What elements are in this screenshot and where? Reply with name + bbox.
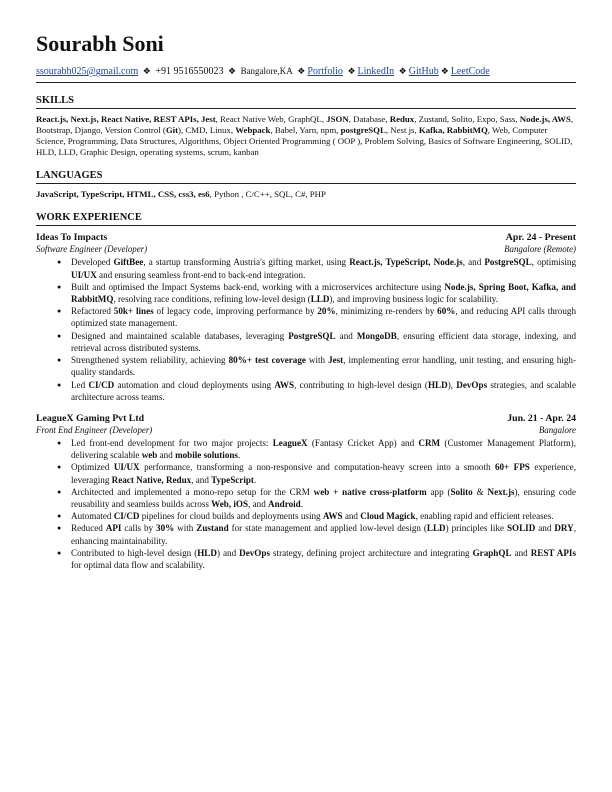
text-run: strategies, and scalable architecture across teams. — [71, 379, 576, 402]
bold-text: 60+ FPS — [494, 462, 530, 473]
bold-text: Web, iOS — [211, 498, 249, 509]
bold-text: React Native, Redux — [111, 474, 192, 485]
bold-text: AWS — [322, 511, 343, 522]
bold-text: Node.js, AWS — [519, 114, 571, 124]
bold-text: DevOps — [239, 547, 270, 558]
bold-text: GiftBee — [113, 257, 144, 268]
text-run: ), and improving business logic for scalability. — [329, 294, 499, 305]
text-run: , minimizing re-renders by — [335, 306, 438, 317]
text-run: ), — [447, 379, 457, 390]
bold-text: LLD — [426, 523, 446, 534]
bold-text: 50k+ lines — [113, 306, 154, 317]
job-dates: Apr. 24 - Present — [505, 232, 576, 244]
text-run: , Zustand, Solito, Expo, Sass, — [414, 114, 520, 124]
text-run: , Bootstrap, Django, Version Control ( — [36, 114, 574, 136]
text-run: , Web, Computer Science, Programming, Data Structures, Algorithms, Object Oriented Programming ( OOP ), Problem Solving, Basics of Software Engineering, SOLID, HLD, LLD, Graphic Design, operating systems, scrum, kanban — [36, 125, 573, 158]
text-run: app ( — [426, 486, 451, 497]
text-run: Led front-end development for two major projects: — [71, 437, 273, 448]
text-run: . — [253, 474, 257, 485]
bullet-item — [70, 547, 576, 571]
company-name: LeagueX Gaming Pvt Ltd — [36, 412, 145, 424]
text-run: , Nest js, — [385, 125, 419, 136]
text-run: strategy, defining project architecture and integrating — [269, 547, 473, 558]
bold-text: Node.js, Spring Boot, Kafka, and RabbitMQ — [71, 281, 576, 305]
text-run: Developed — [71, 257, 114, 268]
text-run: Contributed to high-level design ( — [71, 547, 198, 558]
text-run: Optimized — [71, 462, 114, 473]
text-run: ), CMD, Linux, — [178, 125, 236, 136]
diamond-separator-icon: ❖ — [227, 66, 237, 76]
job-bullets — [36, 256, 576, 402]
bold-text: SOLID — [506, 523, 536, 534]
bold-text: Kafka, RabbitMQ — [418, 125, 488, 136]
bullet-item — [70, 379, 576, 403]
job-entry — [36, 413, 576, 571]
bullet-item — [70, 486, 576, 510]
text-run: , contributing to high-level design ( — [294, 379, 428, 390]
text-run: Strengthened system reliability, achieving — [71, 355, 229, 366]
text-run: . — [237, 450, 241, 461]
languages-heading: LANGUAGES — [36, 170, 103, 182]
bold-text: CI/CD — [113, 511, 140, 522]
text-run: and — [342, 511, 361, 522]
email-link[interactable]: ssourabh025@gmail.com — [36, 66, 139, 77]
bold-text: Next.js — [487, 486, 515, 497]
leetcode-link[interactable]: LeetCode — [450, 66, 490, 77]
bold-text: 60% — [437, 306, 456, 317]
bold-text: TypeScript — [211, 474, 254, 485]
text-run: , and — [248, 498, 269, 509]
text-run: , and reducing API calls through optimized state management. — [71, 306, 576, 329]
bold-text: JSON — [326, 114, 349, 124]
text-run: performance, transforming a non-responsive and computation-heavy screen into a smooth — [139, 462, 495, 473]
linkedin-link[interactable]: LinkedIn — [357, 66, 395, 77]
bold-text: UI/UX — [71, 269, 97, 280]
text-run: . — [300, 498, 303, 509]
text-run: Refactored — [71, 306, 114, 317]
text-run: Designed and maintained scalable databases, leveraging — [71, 330, 289, 341]
text-run: Automated — [71, 511, 114, 522]
job-role: Software Engineer (Developer) — [36, 244, 148, 255]
diamond-separator-icon: ❖ — [347, 66, 356, 76]
section-divider — [36, 225, 576, 226]
text-run: and — [157, 450, 176, 461]
text-run: and — [335, 330, 357, 341]
text-run: experience, leveraging — [71, 462, 576, 485]
bullet-item — [70, 522, 576, 546]
job-location: Bangalore (Remote) — [504, 244, 576, 255]
bold-text: MongoDB — [356, 330, 397, 341]
bold-text: GraphQL — [472, 547, 512, 558]
text-run: , Database, — [348, 114, 390, 124]
bold-text: Zustand — [196, 523, 229, 534]
bullet-item — [70, 305, 576, 329]
bold-text: Android — [268, 498, 301, 509]
text-run: , implementing error handling, unit testing, and ensuring high-quality standards. — [71, 355, 576, 378]
bold-text: mobile solutions — [175, 450, 238, 461]
text-run: , Python , C/C++, SQL, C#, PHP — [209, 189, 326, 200]
bold-text: 20% — [317, 306, 336, 317]
text-run: , Babel, Yarn, npm, — [270, 125, 341, 136]
text-run: ), ensuring code reusability and seamless builds across — [71, 486, 576, 509]
text-run: , resolving race conditions, refining low-level design ( — [113, 294, 311, 305]
github-link[interactable]: GitHub — [408, 66, 439, 77]
bold-text: 80%+ test coverage — [228, 355, 306, 366]
text-run: , enhancing maintainability. — [71, 523, 576, 546]
skills-text — [36, 114, 576, 158]
bold-text: REST APIs — [530, 547, 576, 558]
text-run: automation and cloud deployments using — [114, 379, 275, 390]
text-run: calls by — [121, 523, 157, 534]
bold-text: PostgreSQL — [484, 257, 532, 268]
location: Bangalore,KA — [240, 66, 293, 76]
languages-text — [36, 189, 576, 200]
bold-text: Git — [165, 125, 179, 136]
diamond-separator-icon: ❖ — [398, 66, 407, 76]
text-run: (Fantasy Cricket App) and — [307, 437, 419, 448]
text-run: and — [511, 547, 531, 558]
bold-text: Cloud Magick — [360, 511, 416, 522]
text-run: , ensuring efficient data storage, indexing, and retrieval across distributed systems. — [71, 330, 577, 353]
bullet-item — [70, 281, 576, 305]
bullet-item — [70, 330, 576, 354]
text-run: Led — [71, 379, 89, 390]
text-run: Reduced — [71, 523, 106, 534]
diamond-separator-icon: ❖ — [142, 66, 151, 76]
text-run: pipelines for cloud builds and deployments using — [139, 511, 323, 522]
section-divider — [36, 108, 576, 109]
section-divider — [36, 183, 576, 184]
bold-text: 30% — [156, 523, 175, 534]
bold-text: LeagueX — [272, 437, 308, 448]
skills-heading: SKILLS — [36, 95, 74, 106]
bold-text: Jest — [328, 355, 344, 366]
text-run: , React Native Web, GraphQL, — [215, 114, 327, 124]
bold-text: UI/UX — [113, 462, 140, 473]
bullet-item — [70, 437, 576, 461]
text-run: for state management and applied low-level design ( — [228, 523, 427, 534]
bold-text: web + native cross-platform — [313, 486, 427, 497]
bold-text: HLD — [427, 379, 448, 390]
candidate-name: Sourabh Soni — [36, 31, 164, 56]
company-name: Ideas To Impacts — [36, 232, 108, 244]
phone-number: +91 9516550023 — [155, 66, 224, 77]
portfolio-link[interactable]: Portfolio — [307, 66, 343, 77]
bold-text: JavaScript, TypeScript, HTML, CSS, css3, es6 — [36, 189, 210, 200]
diamond-separator-icon: ❖ — [297, 66, 306, 76]
diamond-separator-icon: ❖ — [440, 66, 449, 76]
bullet-item — [70, 510, 576, 522]
bullet-item — [70, 354, 576, 378]
bold-text: React.js, Next.js, React Native, REST APIs, Jest — [36, 114, 216, 124]
text-run: , enabling rapid and efficient releases. — [415, 511, 554, 522]
bold-text: LLD — [310, 294, 330, 305]
text-run: , and — [462, 257, 485, 268]
bold-text: CRM — [418, 437, 441, 448]
text-run: ) and — [216, 547, 240, 558]
bold-text: React.js, TypeScript, Node.js — [349, 257, 463, 268]
bold-text: DRY — [554, 523, 574, 534]
job-role: Front End Engineer (Developer) — [36, 424, 153, 435]
bold-text: Solito — [450, 486, 473, 497]
contact-line — [36, 65, 576, 78]
bullet-item — [70, 461, 576, 485]
bold-text: CI/CD — [88, 379, 115, 390]
job-location: Bangalore — [538, 424, 576, 435]
job-entry — [36, 232, 576, 402]
text-run: Architected and implemented a mono-repo setup for the CRM — [71, 486, 314, 497]
text-run: , optimising — [531, 257, 576, 268]
text-run: and ensuring seamless front-end to back-end integration. — [96, 269, 306, 280]
bold-text: API — [105, 523, 122, 534]
resume-page — [36, 30, 576, 571]
bullet-item — [70, 256, 576, 280]
header-divider — [36, 82, 576, 83]
bold-text: Webpack — [235, 125, 271, 136]
bold-text: DevOps — [456, 379, 488, 390]
bold-text: PostgreSQL — [288, 330, 336, 341]
bold-text: HLD — [197, 547, 217, 558]
bold-text: web — [141, 450, 158, 461]
text-run: and — [535, 523, 555, 534]
text-run: Built and optimised the Impact Systems back-end, working with a microservices architecture using — [71, 281, 445, 292]
text-run: & — [472, 486, 488, 497]
text-run: with — [174, 523, 197, 534]
text-run: , and — [191, 474, 212, 485]
text-run: (Customer Management Platform), delivering scalable — [71, 437, 576, 461]
job-dates: Jun. 21 - Apr. 24 — [507, 412, 576, 424]
bold-text: postgreSQL — [340, 125, 386, 136]
bold-text: AWS — [274, 379, 295, 390]
experience-heading: WORK EXPERIENCE — [36, 212, 142, 224]
bold-text: Redux — [389, 114, 415, 124]
text-run: with — [305, 355, 329, 366]
job-bullets — [36, 437, 576, 571]
text-run: , a startup transforming Austria's gifting market, using — [143, 257, 350, 268]
text-run: ) principles like — [445, 523, 507, 534]
text-run: for optimal data flow and scalability. — [71, 559, 205, 570]
text-run: of legacy code, improving performance by — [153, 306, 318, 317]
